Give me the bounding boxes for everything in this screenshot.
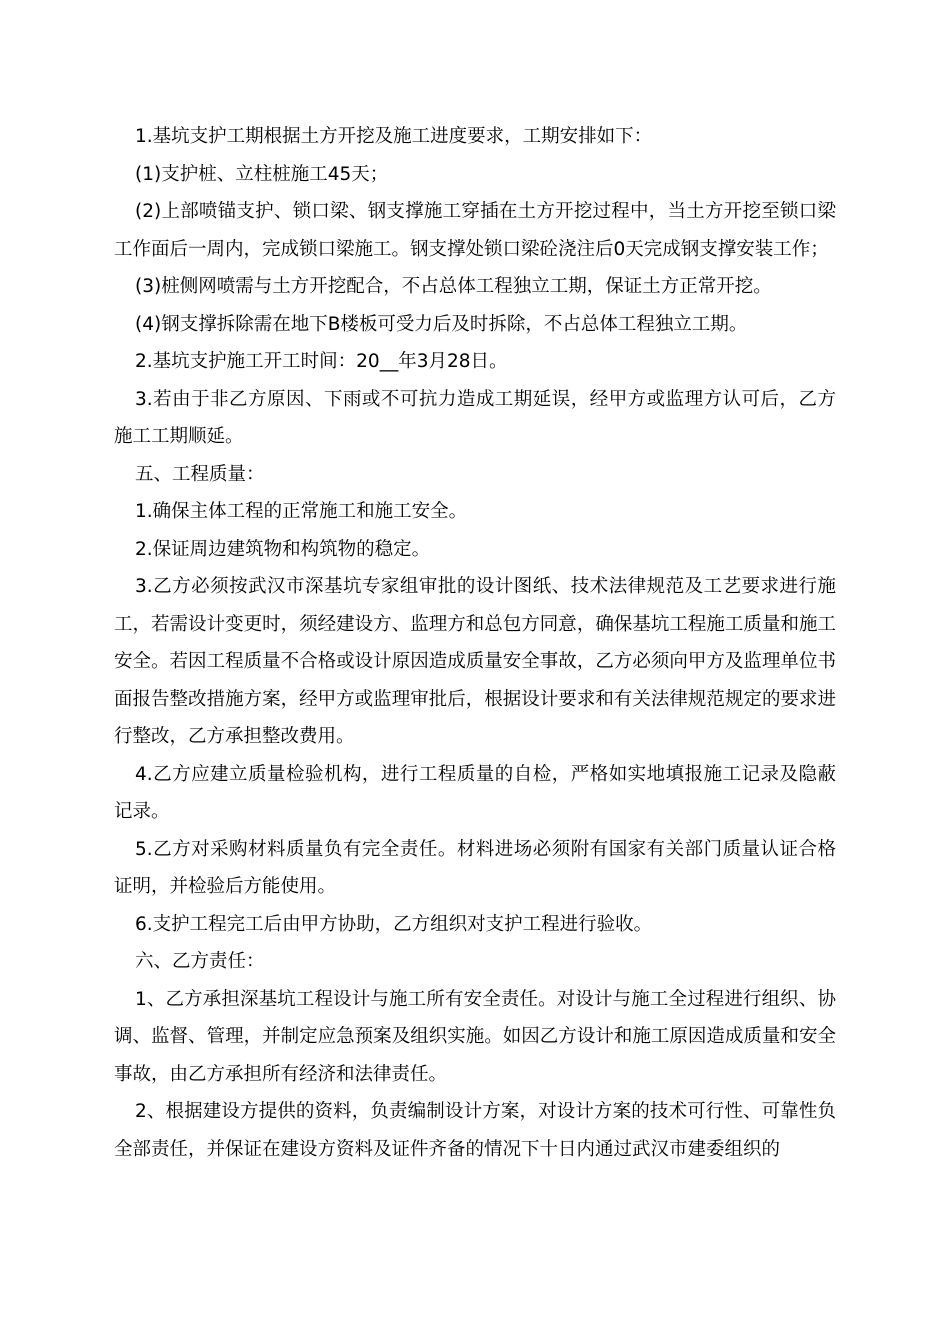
- paragraph-quality-1: 1.确保主体工程的正常施工和施工安全。: [135, 501, 468, 522]
- paragraph-quality-2: 2.保证周边建筑物和构筑物的稳定。: [135, 538, 431, 560]
- paragraph-schedule-overview: 1.基坑支护工期根据土方开挖及施工进度要求，工期安排如下：: [135, 126, 653, 147]
- paragraph-quality-4: 4.乙方应建立质量检验机构，进行工程质量的自检，严格如实地填报施工记录及隐蔽记录。: [114, 763, 836, 822]
- section-heading-quality: 五、工程质量：: [135, 463, 265, 485]
- paragraph-schedule-item-2: (2)上部喷锚支护、锁口梁、钢支撑施工穿插在土方开挖过程中，当土方开挖至锁口梁工作面后一周内，完成锁口梁施工。钢支撑处锁口梁砼浇注后0天完成钢支撑安装工作；: [114, 201, 836, 260]
- paragraph-schedule-item-3: (3)桩侧网喷需与土方开挖配合，不占总体工程独立工期，保证土方正常开挖。: [135, 276, 772, 297]
- paragraph-duty-1: 1、乙方承担深基坑工程设计与施工所有安全责任。对设计与施工全过程进行组织、协调、监督、管理，并制定应急预案及组织实施。如因乙方设计和施工原因造成质量和安全事故，由乙方承担所有经济和法律责任。: [114, 988, 836, 1085]
- section-heading-party-b-duties: 六、乙方责任：: [135, 951, 265, 972]
- paragraph-quality-3: 3.乙方必须按武汉市深基坑专家组审批的设计图纸、技术法律规范及工艺要求进行施工，若需设计变更时，须经建设方、监理方和总包方同意，确保基坑工程施工质量和施工安全。若因工程质量不合格或设计原因造成质量安全事故，乙方必须向甲方及监理单位书面报告整改措施方案，经甲方或监理审批后，根据设计要求和有关法律规范规定的要求进行整改，乙方承担整改费用。: [114, 576, 836, 747]
- paragraph-schedule-item-4: (4)钢支撑拆除需在地下B楼板可受力后及时拆除，不占总体工程独立工期。: [135, 313, 748, 335]
- paragraph-quality-5: 5.乙方对采购材料质量负有完全责任。材料进场必须附有国家有关部门质量认证合格证明，并检验后方能使用。: [114, 838, 836, 897]
- paragraph-start-date: 2.基坑支护施工开工时间：20__年3月28日。: [135, 351, 508, 372]
- paragraph-duty-2: 2、根据建设方提供的资料，负责编制设计方案，对设计方案的技术可行性、可靠性负全部责任，并保证在建设方资料及证件齐备的情况下十日内通过武汉市建委组织的: [114, 1101, 836, 1160]
- document-body: [114, 118, 836, 1168]
- paragraph-quality-6: 6.支护工程完工后由甲方协助，乙方组织对支护工程进行验收。: [135, 913, 653, 935]
- paragraph-schedule-item-1: (1)支护桩、立柱桩施工45天；: [135, 163, 389, 185]
- paragraph-delay-clause: 3.若由于非乙方原因、下雨或不可抗力造成工期延误，经甲方或监理方认可后，乙方施工工期顺延。: [114, 388, 836, 447]
